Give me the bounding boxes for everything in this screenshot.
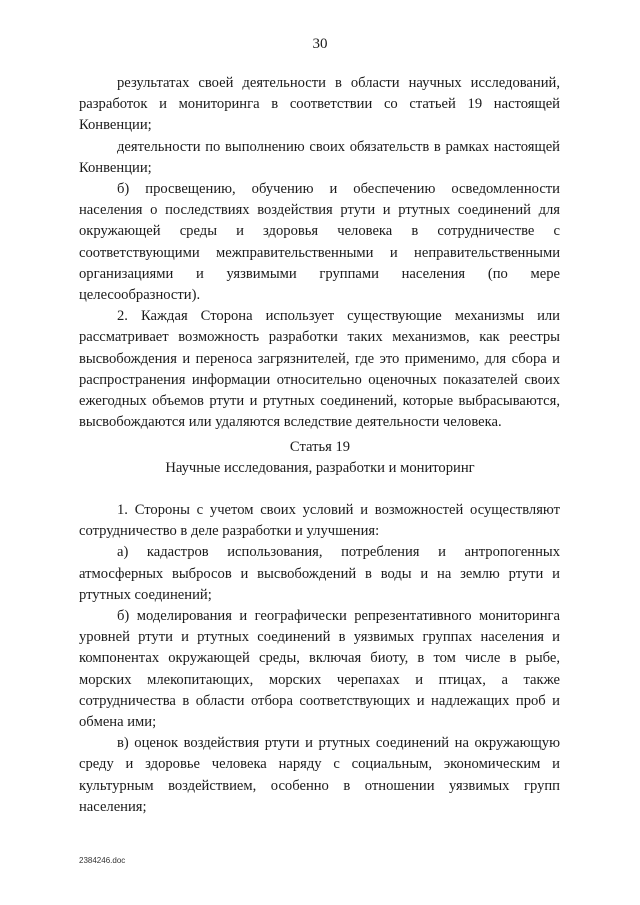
top-text-block — [79, 73, 560, 433]
paragraph: в) оценок воздействия ртути и ртутных соединений на окружающую среду и здоровье человека наряду с социальным, экономическим и культурным воздействием, особенно в отношении уязвимых групп населения; — [79, 735, 560, 815]
paragraph: а) кадастров использования, потребления и антропогенных атмосферных выбросов и высвобождений в воды и на землю ртути и ртутных соединений; — [79, 544, 560, 603]
paragraph: б) просвещению, обучению и обеспечению осведомленности населения о последствиях воздействия ртути и ртутных соединений для окружающей среды и здоровья человека в сотрудничестве с соответствующими межправительственными и неправительственными организациями и уязвимыми группами населения (по мере целесообразности). — [79, 181, 560, 304]
footer-filename: 2384246.doc — [79, 856, 126, 865]
bottom-text-block — [79, 500, 560, 818]
article-number: Статья 19 — [289, 439, 351, 455]
paragraph: результатах своей деятельности в области научных исследований, разработок и мониторинга в соответствии со статьей 19 настоящей Конвенции; — [79, 75, 560, 134]
paragraph: 2. Каждая Сторона использует существующие механизмы или рассматривает возможность разработки таких механизмов, как реестры высвобождения и переноса загрязнителей, где это применимо, для сбора и распространения информации относительно оценочных показателей своих ежегодных объемов ртути и ртутных соединений, которые выбрасываются, высвобождаются или удаляются вследствие деятельности человека. — [79, 308, 560, 431]
paragraph: 1. Стороны с учетом своих условий и возможностей осуществляют сотрудничество в деле разработки и улучшения: — [79, 502, 560, 540]
paragraph: деятельности по выполнению своих обязательств в рамках настоящей Конвенции; — [79, 138, 560, 176]
page-number: 30 — [312, 36, 328, 52]
paragraph: б) моделирования и географически репрезентативного мониторинга уровней ртути и ртутных соединений в уязвимых группах населения и компонентах окружающей среды, включая биоту, в том числе в рыбе, морских млекопитающих, морских черепахах и птицах, а также сотрудничества в области отбора соответствующих и надлежащих проб и обмена ими; — [79, 608, 560, 731]
article-title: Научные исследования, разработки и мониторинг — [165, 460, 475, 476]
